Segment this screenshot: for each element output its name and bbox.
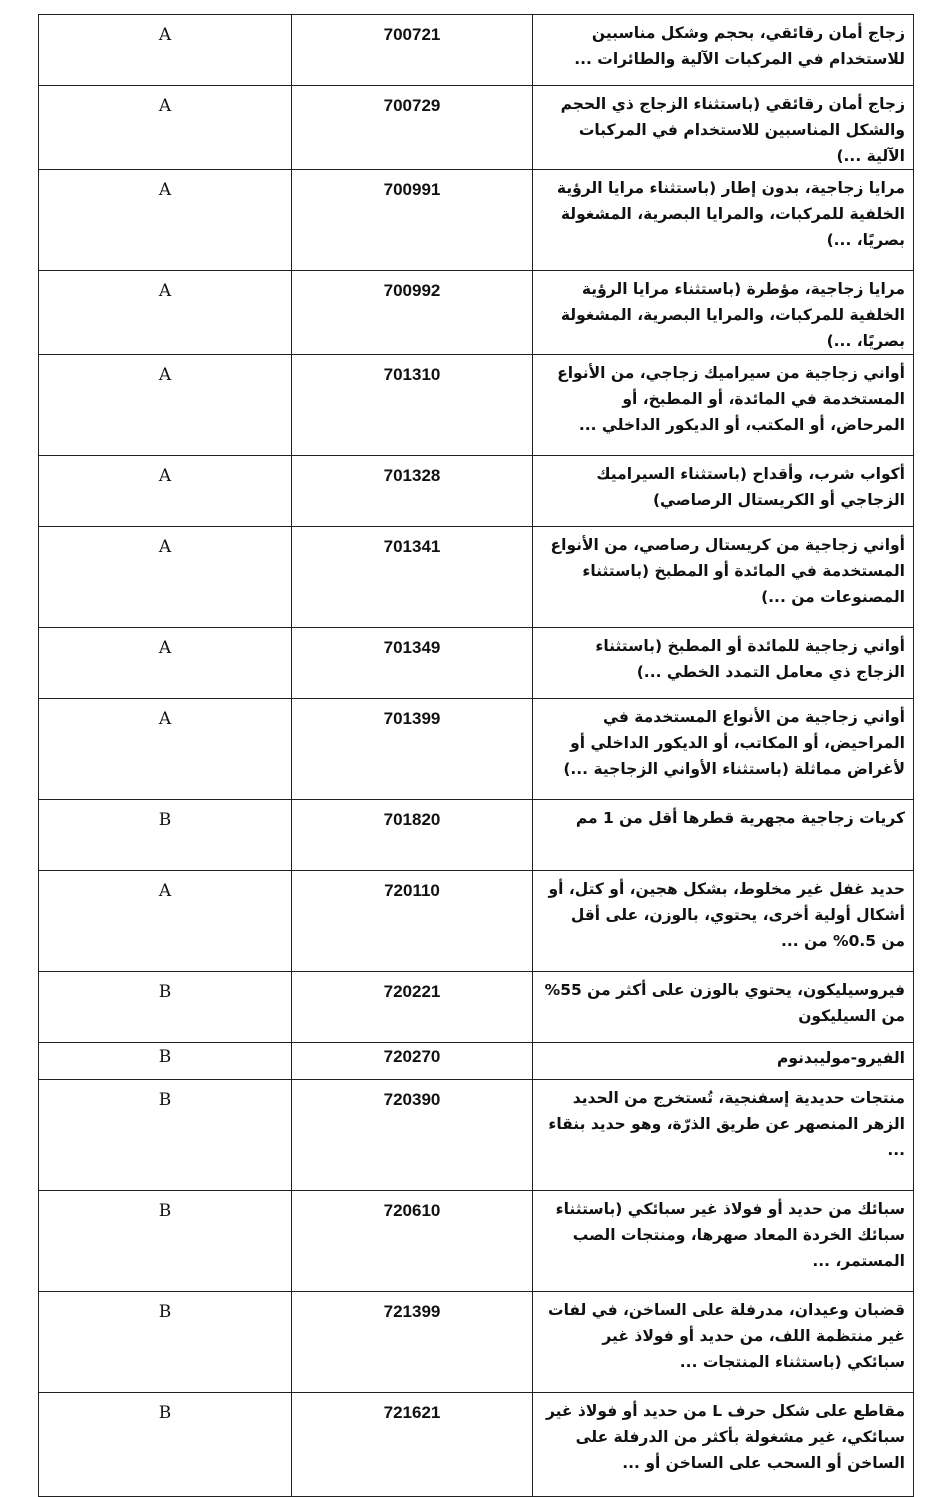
table-row bbox=[39, 871, 914, 972]
code-cell: 720610 bbox=[292, 1191, 533, 1292]
table-row bbox=[39, 86, 914, 170]
class-cell: A bbox=[39, 699, 292, 800]
code-cell: 701399 bbox=[292, 699, 533, 800]
table-row bbox=[39, 15, 914, 86]
description-cell: أواني زجاجية للمائدة أو المطبخ (باستثناء الزجاج ذي معامل التمدد الخطي ...) bbox=[533, 628, 914, 699]
code-cell: 720390 bbox=[292, 1080, 533, 1191]
class-cell: B bbox=[39, 1393, 292, 1497]
description-cell: أواني زجاجية من سيراميك زجاجي، من الأنواع المستخدمة في المائدة، أو المطبخ، أو المرحاض، أو المكتب، أو الديكور الداخلي ... bbox=[533, 355, 914, 456]
description-cell: أواني زجاجية من كريستال رصاصي، من الأنواع المستخدمة في المائدة أو المطبخ (باستثناء المصنوعات من ...) bbox=[533, 527, 914, 628]
description-cell: مرايا زجاجية، مؤطرة (باستثناء مرايا الرؤية الخلفية للمركبات، والمرايا البصرية، المشغولة بصريًا، ...) bbox=[533, 271, 914, 355]
table-row bbox=[39, 1043, 914, 1080]
table-row bbox=[39, 271, 914, 355]
tariff-table bbox=[38, 14, 914, 1497]
table-row bbox=[39, 1393, 914, 1497]
description-cell: سبائك من حديد أو فولاذ غير سبائكي (باستثناء سبائك الخردة المعاد صهرها، ومنتجات الصب المستمر، ... bbox=[533, 1191, 914, 1292]
class-cell: B bbox=[39, 800, 292, 871]
code-cell: 720270 bbox=[292, 1043, 533, 1080]
class-cell: A bbox=[39, 628, 292, 699]
code-cell: 700729 bbox=[292, 86, 533, 170]
code-cell: 720221 bbox=[292, 972, 533, 1043]
table-row bbox=[39, 972, 914, 1043]
code-cell: 701310 bbox=[292, 355, 533, 456]
description-cell: منتجات حديدية إسفنجية، تُستخرج من الحديد الزهر المنصهر عن طريق الذرّة، وهو حديد بنقاء ... bbox=[533, 1080, 914, 1191]
class-cell: A bbox=[39, 527, 292, 628]
class-cell: A bbox=[39, 271, 292, 355]
code-cell: 721621 bbox=[292, 1393, 533, 1497]
code-cell: 701328 bbox=[292, 456, 533, 527]
code-cell: 701341 bbox=[292, 527, 533, 628]
code-cell: 700991 bbox=[292, 170, 533, 271]
class-cell: A bbox=[39, 871, 292, 972]
code-cell: 700721 bbox=[292, 15, 533, 86]
table-row bbox=[39, 456, 914, 527]
class-cell: B bbox=[39, 1191, 292, 1292]
class-cell: A bbox=[39, 15, 292, 86]
class-cell: B bbox=[39, 1292, 292, 1393]
description-cell: فيروسيليكون، يحتوي بالوزن على أكثر من 55% من السيليكون bbox=[533, 972, 914, 1043]
table-row bbox=[39, 699, 914, 800]
table-row bbox=[39, 1080, 914, 1191]
table-row bbox=[39, 355, 914, 456]
description-cell: زجاج أمان رقائقي، بحجم وشكل مناسبين للاستخدام في المركبات الآلية والطائرات ... bbox=[533, 15, 914, 86]
code-cell: 700992 bbox=[292, 271, 533, 355]
class-cell: A bbox=[39, 456, 292, 527]
table-row bbox=[39, 1191, 914, 1292]
description-cell: أواني زجاجية من الأنواع المستخدمة في المراحيض، أو المكاتب، أو الديكور الداخلي أو لأغراض مماثلة (باستثناء الأواني الزجاجية ...) bbox=[533, 699, 914, 800]
code-cell: 701820 bbox=[292, 800, 533, 871]
description-cell: كريات زجاجية مجهرية قطرها أقل من 1 مم bbox=[533, 800, 914, 871]
class-cell: B bbox=[39, 972, 292, 1043]
code-cell: 701349 bbox=[292, 628, 533, 699]
description-cell: مقاطع على شكل حرف L من حديد أو فولاذ غير سبائكي، غير مشغولة بأكثر من الدرفلة على الساخن أو السحب على الساخن أو ... bbox=[533, 1393, 914, 1497]
description-cell: مرايا زجاجية، بدون إطار (باستثناء مرايا الرؤية الخلفية للمركبات، والمرايا البصرية، المشغولة بصريًا، ...) bbox=[533, 170, 914, 271]
class-cell: B bbox=[39, 1080, 292, 1191]
class-cell: A bbox=[39, 170, 292, 271]
table-row bbox=[39, 170, 914, 271]
description-cell: حديد غفل غير مخلوط، بشكل هجين، أو كتل، أو أشكال أولية أخرى، يحتوي، بالوزن، على أقل من 0.5% من ... bbox=[533, 871, 914, 972]
code-cell: 720110 bbox=[292, 871, 533, 972]
description-cell: الفيرو-موليبدنوم bbox=[533, 1043, 914, 1080]
table-row bbox=[39, 800, 914, 871]
description-cell: قضبان وعيدان، مدرفلة على الساخن، في لفات غير منتظمة اللف، من حديد أو فولاذ غير سبائكي (باستثناء المنتجات ... bbox=[533, 1292, 914, 1393]
class-cell: A bbox=[39, 86, 292, 170]
class-cell: A bbox=[39, 355, 292, 456]
code-cell: 721399 bbox=[292, 1292, 533, 1393]
description-cell: أكواب شرب، وأقداح (باستثناء السيراميك الزجاجي أو الكريستال الرصاصي) bbox=[533, 456, 914, 527]
description-cell: زجاج أمان رقائقي (باستثناء الزجاج ذي الحجم والشكل المناسبين للاستخدام في المركبات الآلية ...) bbox=[533, 86, 914, 170]
class-cell: B bbox=[39, 1043, 292, 1080]
table-row bbox=[39, 1292, 914, 1393]
table-row bbox=[39, 527, 914, 628]
table-row bbox=[39, 628, 914, 699]
